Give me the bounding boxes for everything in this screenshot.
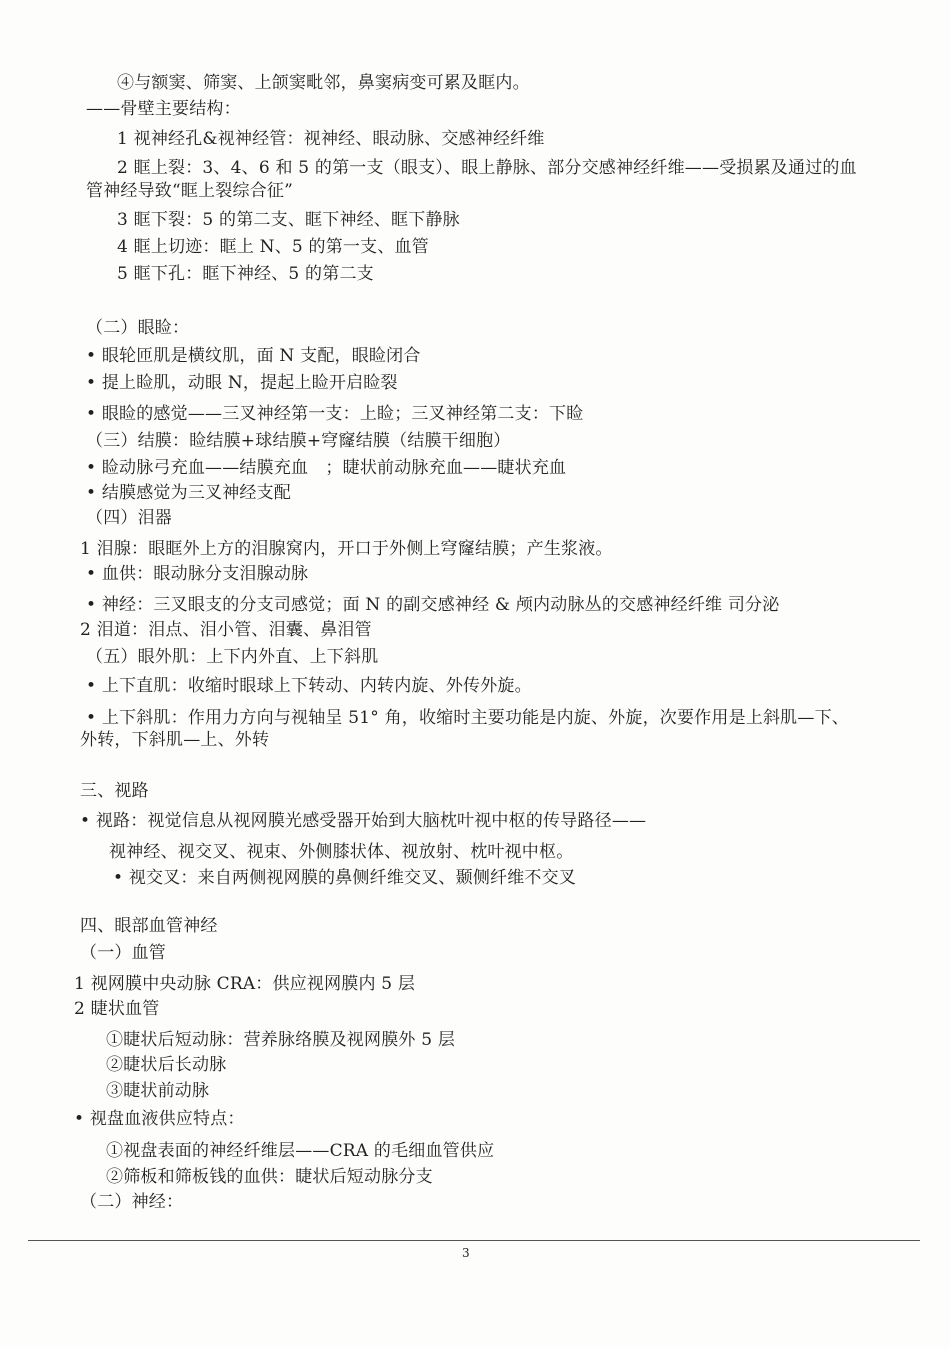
text-line: 5 眶下孔：眶下神经、5 的第二支 [117,264,374,284]
bullet-item: • 视路：视觉信息从视网膜光感受器开始到大脑枕叶视中枢的传导路径—— [80,811,647,831]
text-line: 3 眶下裂：5 的第二支、眶下神经、眶下静脉 [117,210,460,230]
bullet-item: • 提上睑肌，动眼 N，提起上睑开启睑裂 [86,373,398,393]
bullet-item: • 结膜感觉为三叉神经支配 [86,483,292,503]
section-heading: （五）眼外肌：上下内外直、上下斜肌 [86,647,379,667]
section-heading: 三、视路 [80,781,149,801]
text-line: 2 睫状血管 [74,999,160,1019]
text-line: 1 泪腺：眼眶外上方的泪腺窝内，开口于外侧上穹窿结膜；产生浆液。 [80,539,613,559]
section-heading: ——骨壁主要结构： [86,99,241,119]
bullet-item: • 上下斜肌：作用力方向与视轴呈 51° 角，收缩时主要功能是内旋、外旋，次要作用是上斜肌—下、 [86,708,849,728]
text-line: ①视盘表面的神经纤维层——CRA 的毛细血管供应 [106,1141,495,1161]
text-line: ③睫状前动脉 [106,1081,210,1101]
text-line: ①睫状后短动脉：营养脉络膜及视网膜外 5 层 [106,1030,456,1050]
text-line: 1 视网膜中央动脉 CRA：供应视网膜内 5 层 [74,974,416,994]
text-line: 2 眶上裂：3、4、6 和 5 的第一支（眼支）、眼上静脉、部分交感神经纤维——受损累及通过的血 [117,158,857,178]
page-number: 3 [462,1246,470,1260]
footer-divider [28,1240,920,1241]
bullet-item: • 视盘血液供应特点： [74,1109,245,1129]
text-line: 2 泪道：泪点、泪小管、泪囊、鼻泪管 [80,620,372,640]
section-heading: （四）泪器 [86,508,172,528]
bullet-item: • 睑动脉弓充血——结膜充血 ；睫状前动脉充血——睫状充血 [86,458,567,478]
bullet-item: • 眼睑的感觉——三叉神经第一支：上睑；三叉神经第二支：下睑 [86,404,584,424]
bullet-item: • 视交叉：来自两侧视网膜的鼻侧纤维交叉、颞侧纤维不交叉 [113,868,577,888]
bullet-item: • 血供：眼动脉分支泪腺动脉 [86,564,309,584]
section-heading: （二）神经： [80,1192,184,1212]
bullet-item: • 眼轮匝肌是横纹肌，面 N 支配，眼睑闭合 [86,346,421,366]
section-heading: 四、眼部血管神经 [80,916,218,936]
text-line: 外转，下斜肌—上、外转 [80,730,270,750]
bullet-item: • 上下直肌：收缩时眼球上下转动、内转内旋、外传外旋。 [86,676,532,696]
text-line: ②筛板和筛板钱的血供：睫状后短动脉分支 [106,1167,433,1187]
text-line: 管神经导致“眶上裂综合征” [86,181,293,201]
text-line: 1 视神经孔&视神经管：视神经、眼动脉、交感神经纤维 [117,129,545,149]
text-line: 4 眶上切迹：眶上 N、5 的第一支、血管 [117,237,429,257]
text-line: ②睫状后长动脉 [106,1055,227,1075]
section-heading: （三）结膜：睑结膜+球结膜+穹窿结膜（结膜干细胞） [86,431,511,451]
text-line: 视神经、视交叉、视束、外侧膝状体、视放射、枕叶视中枢。 [109,842,574,862]
section-heading: （二）眼睑： [86,318,190,338]
bullet-item: • 神经：三叉眼支的分支司感觉；面 N 的副交感神经 & 颅内动脉丛的交感神经纤维 司分泌 [86,595,780,615]
text-line: ④与额窦、筛窦、上颌窦毗邻，鼻窦病变可累及眶内。 [117,73,530,93]
section-heading: （一）血管 [80,943,166,963]
